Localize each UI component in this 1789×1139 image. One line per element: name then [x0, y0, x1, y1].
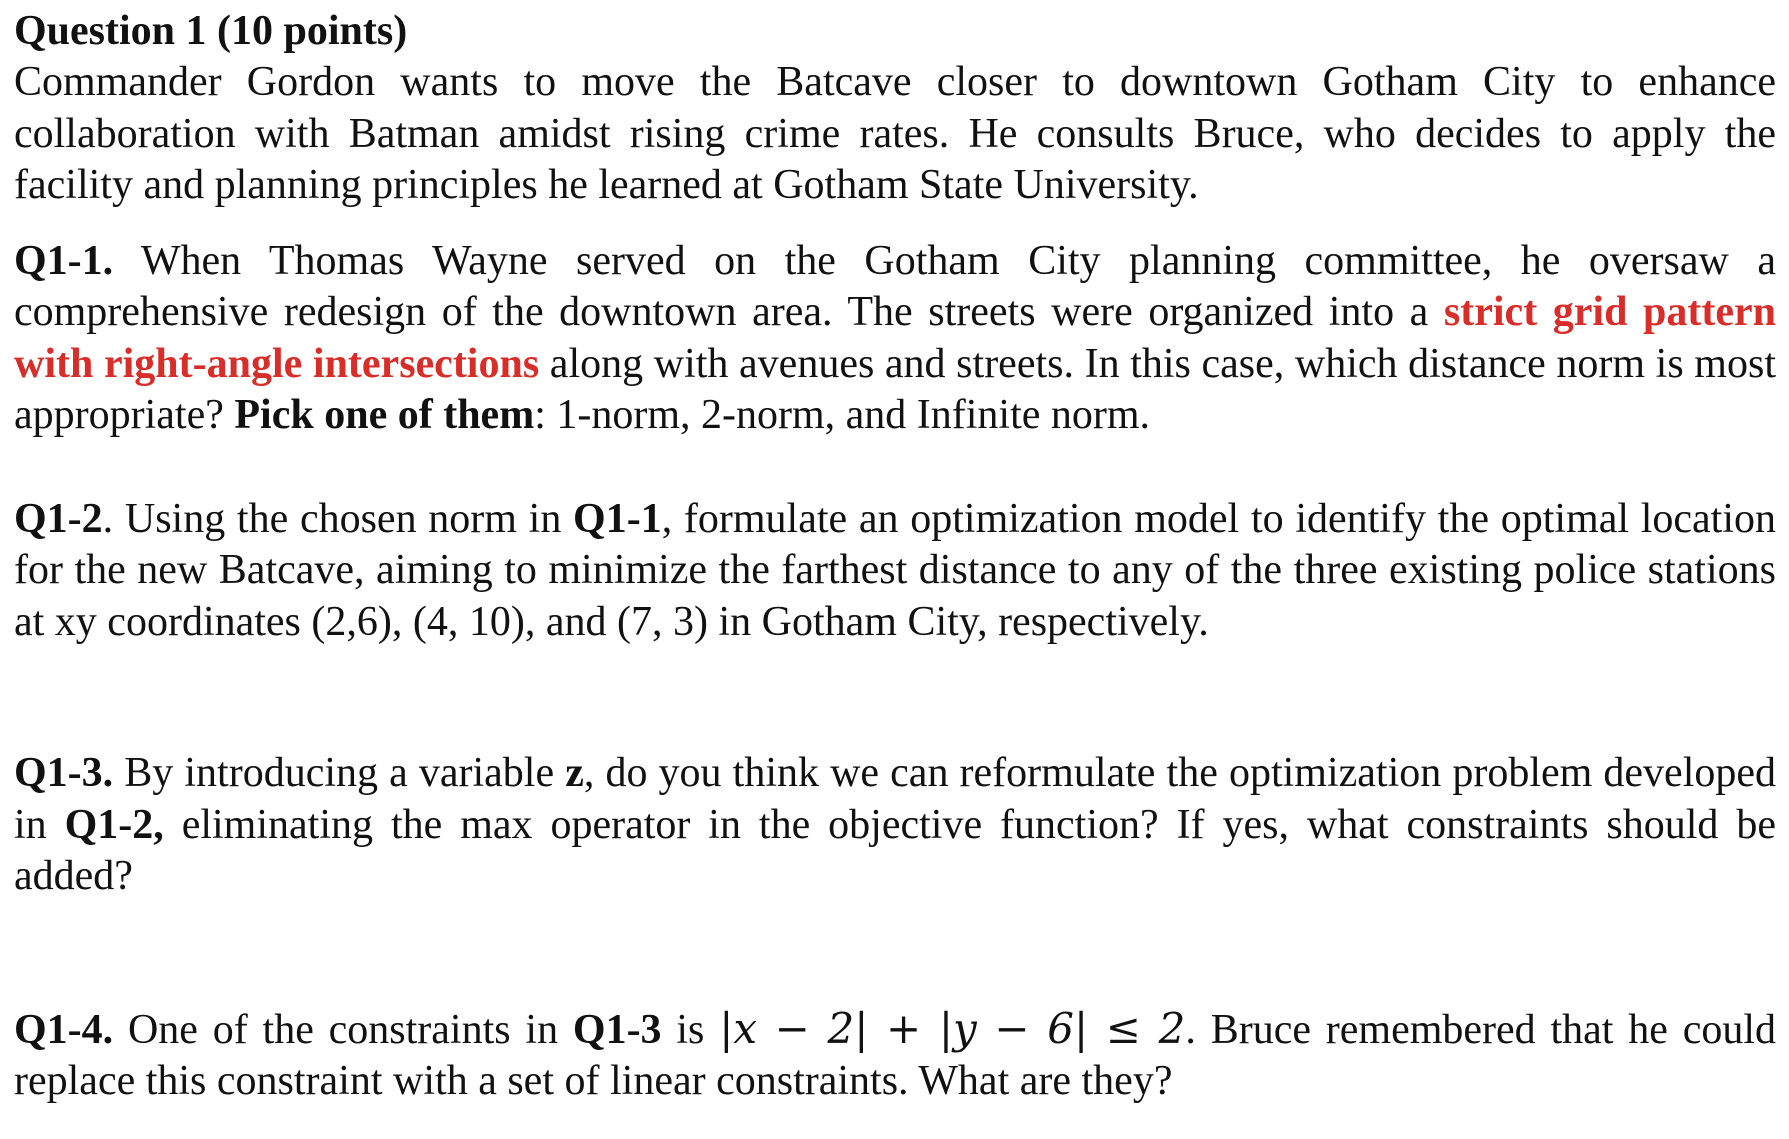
q1-1-text-a: When Thomas Wayne served on the Gotham City planning committee, he oversaw a comprehensive redesign of the downtown area. The streets were organized into a	[14, 237, 1776, 335]
q1-1-text-c: : 1-norm, 2-norm, and Infinite norm.	[534, 392, 1151, 438]
q1-3-variable: z	[565, 750, 584, 796]
q1-3-text-b: , do you think we can reformulate the optimization problem developed in	[14, 750, 1777, 848]
q1-2-text-b: , formulate an optimization model to identify the optimal location for the new Batcave, aiming to minimize the farthest distance to any of the three existing police stations at xy coordinates (2,6), (4, 10), and (7, 3) in Gotham City, respectively.	[14, 495, 1777, 645]
q1-2-ref: Q1-1	[573, 495, 662, 542]
q1-4-label: Q1-4.	[14, 1006, 114, 1053]
q1-3-text-c: eliminating the max operator in the objective function? If yes, what constraints should be added?	[14, 801, 1776, 899]
q1-4-text-a: One of the constraints in	[113, 1006, 573, 1053]
q1-4-constraint-math: |x − 2| + |y − 6| ≤ 2	[719, 1003, 1186, 1053]
question-q1-2	[14, 494, 1776, 649]
q1-3-label: Q1-3.	[14, 750, 114, 796]
question-heading: Question 1 (10 points)	[14, 8, 408, 54]
q1-3-text-a: By introducing a variable	[113, 750, 566, 796]
q1-2-label: Q1-2	[14, 495, 103, 542]
intro-paragraph: Commander Gordon wants to move the Batcave closer to downtown Gotham City to enhance collaboration with Batman amidst rising crime rates. He consults Bruce, who decides to apply the facility and planning principles he learned at Gotham State University.	[14, 59, 1776, 208]
question-q1-4	[14, 1003, 1776, 1108]
q1-4-text-b: is	[661, 1006, 720, 1053]
question-document	[14, 6, 1776, 1108]
q1-2-text-a: . Using the chosen norm in	[102, 495, 574, 542]
q1-4-ref: Q1-3	[572, 1006, 662, 1053]
question-q1-1	[14, 236, 1776, 442]
q1-1-highlight: strict grid pattern with right-angle intersections	[14, 289, 1777, 387]
q1-1-text-b: along with avenues and streets. In this case, which distance norm is most appropriate?	[14, 340, 1776, 438]
question-q1-3	[14, 748, 1776, 903]
q1-1-bold-instruction: Pick one of them	[234, 392, 535, 438]
q1-4-text-c: . Bruce remembered that he could replace this constraint with a set of linear constraints. What are they?	[14, 1006, 1777, 1104]
q1-3-ref: Q1-2,	[64, 801, 164, 848]
q1-1-label: Q1-1.	[14, 237, 114, 284]
